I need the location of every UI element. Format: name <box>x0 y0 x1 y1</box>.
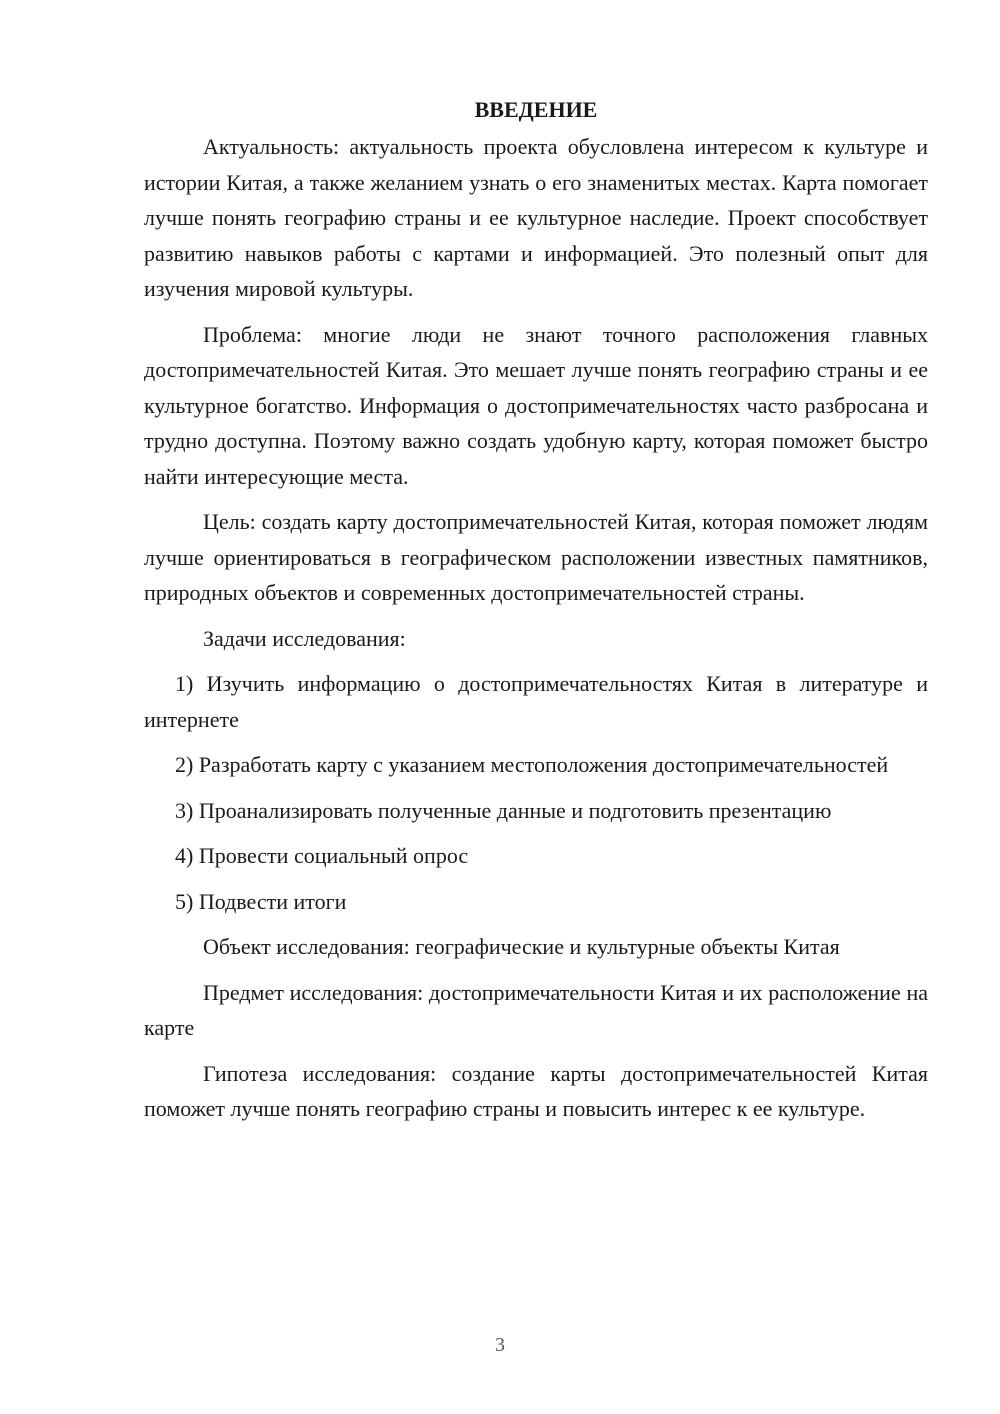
task-item-3: 3) Проанализировать полученные данные и подготовить презентацию <box>175 797 832 823</box>
task-item-5: 5) Подвести итоги <box>175 888 347 914</box>
paragraph-hypothesis: Гипотеза исследования: создание карты достопримечательностей Китая поможет лучше понять географию страны и повысить интерес к ее культуре. <box>144 1060 928 1121</box>
page-number: 3 <box>495 1334 505 1356</box>
document-page <box>144 92 928 1137</box>
task-item-4: 4) Провести социальный опрос <box>175 843 469 868</box>
paragraph-relevance: Актуальность: актуальность проекта обусловлена интересом к культуре и истории Китая, а также желанием узнать о его знаменитых местах. Карта помогает лучше понять географию страны и ее культурное наследие. Проект способствует развитию навыков работы с картами и информацией. Это полезный опыт для изучения мировой культуры. <box>144 134 928 301</box>
page-title: ВВЕДЕНИЕ <box>474 97 598 122</box>
paragraph-subject: Предмет исследования: достопримечательности Китая и их расположение на карте <box>144 979 928 1040</box>
task-item-2: 2) Разработать карту с указанием местоположения достопримечательностей <box>175 752 889 777</box>
paragraph-problem: Проблема: многие люди не знают точного расположения главных достопримечательностей Китая. Это мешает лучше понять географию страны и ее культурное богатство. Информация о достопримечательностях часто разбросана и трудно доступна. Поэтому важно создать удобную карту, которая поможет быстро найти интересующие места. <box>144 321 928 489</box>
task-item-1: 1) Изучить информацию о достопримечательностях Китая в литературе и интернете <box>144 671 928 732</box>
paragraph-goal: Цель: создать карту достопримечательностей Китая, которая поможет людям лучше ориентироваться в географическом расположении известных памятников, природных объектов и современных достопримечательностей страны. <box>144 509 928 605</box>
paragraph-object: Объект исследования: географические и культурные объекты Китая <box>203 934 840 959</box>
tasks-heading: Задачи исследования: <box>203 625 406 651</box>
